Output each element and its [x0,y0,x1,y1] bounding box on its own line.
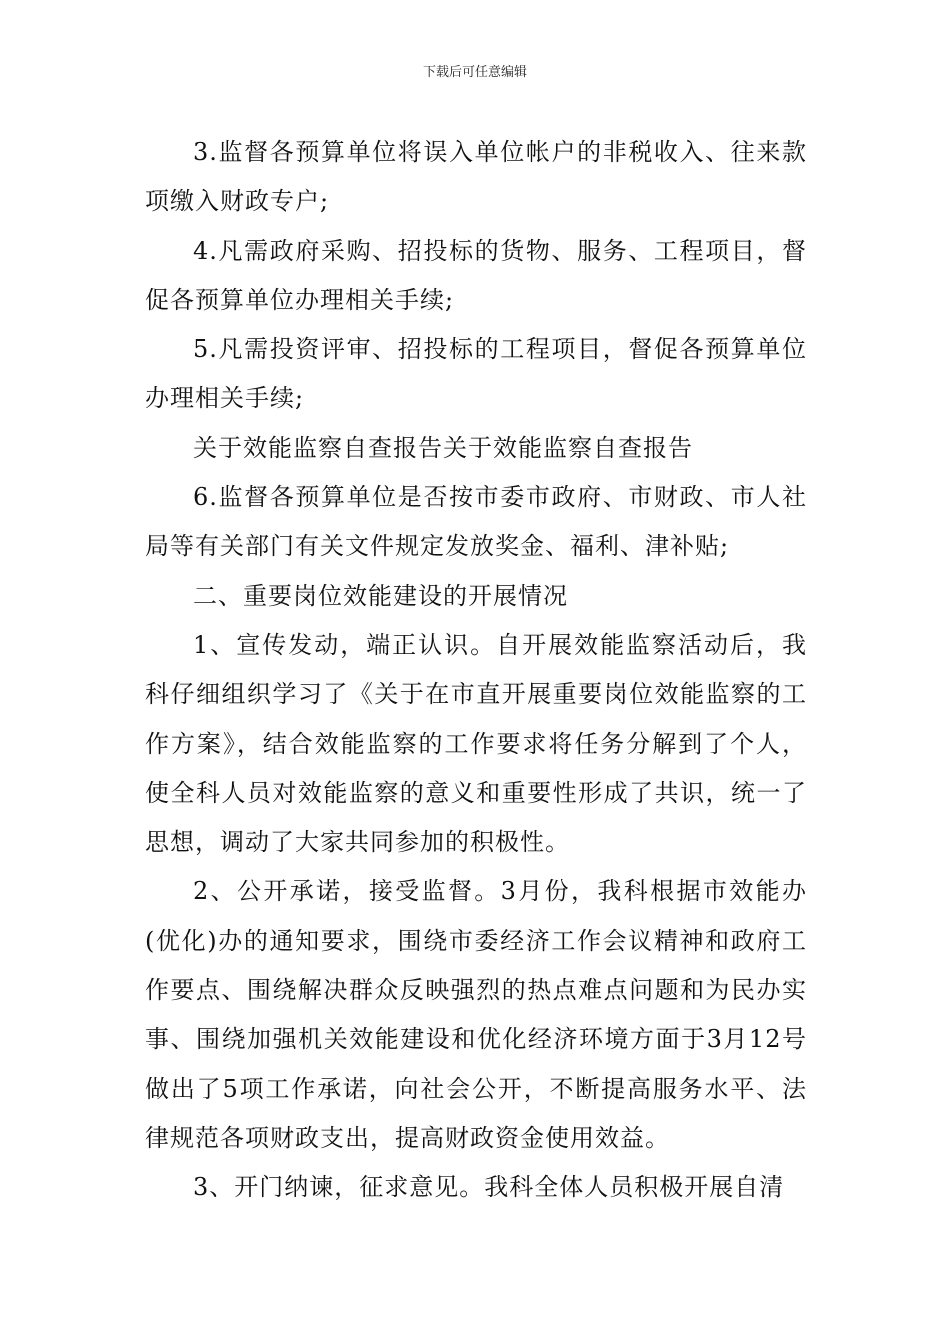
paragraph-commitment: 2、公开承诺，接受监督。3月份，我科根据市效能办(优化)办的通知要求，围绕市委经济工作会议精神和政府工作要点、围绕解决群众反映强烈的热点难点问题和为民办实事、围绕加强机关效能建设和优化经济环境方面于3月12号做出了5项工作承诺，向社会公开，不断提高服务水平、法律规范各项财政支出，提高财政资金使用效益。 [145,877,807,1152]
paragraph-suggestions: 3、开门纳谏，征求意见。我科全体人员积极开展自清 [193,1173,785,1202]
paragraph-item-5: 5.凡需投资评审、招投标的工程项目，督促各预算单位办理相关手续; [145,335,807,413]
section-heading: 二、重要岗位效能建设的开展情况 [193,581,568,610]
page-header: 下载后可任意编辑 [422,65,527,80]
paragraph-item-3: 3.监督各预算单位将误入单位帐户的非税收入、往来款项缴入财政专户; [145,138,807,216]
paragraph-item-4: 4.凡需政府采购、招投标的货物、服务、工程项目，督促各预算单位办理相关手续; [145,236,807,314]
paragraph-item-6: 6.监督各预算单位是否按市委市政府、市财政、市人社局等有关部门有关文件规定发放奖金、福利、津补贴; [145,483,807,561]
paragraph-publicity: 1、宣传发动，端正认识。自开展效能监察活动后，我科仔细组织学习了《关于在市直开展重要岗位效能监察的工作方案》，结合效能监察的工作要求将任务分解到了个人，使全科人员对效能监察的意义和重要性形成了共识，统一了思想，调动了大家共同参加的积极性。 [145,630,807,857]
document-body [145,128,807,1213]
repeated-title-line: 关于效能监察自查报告关于效能监察自查报告 [193,433,693,462]
